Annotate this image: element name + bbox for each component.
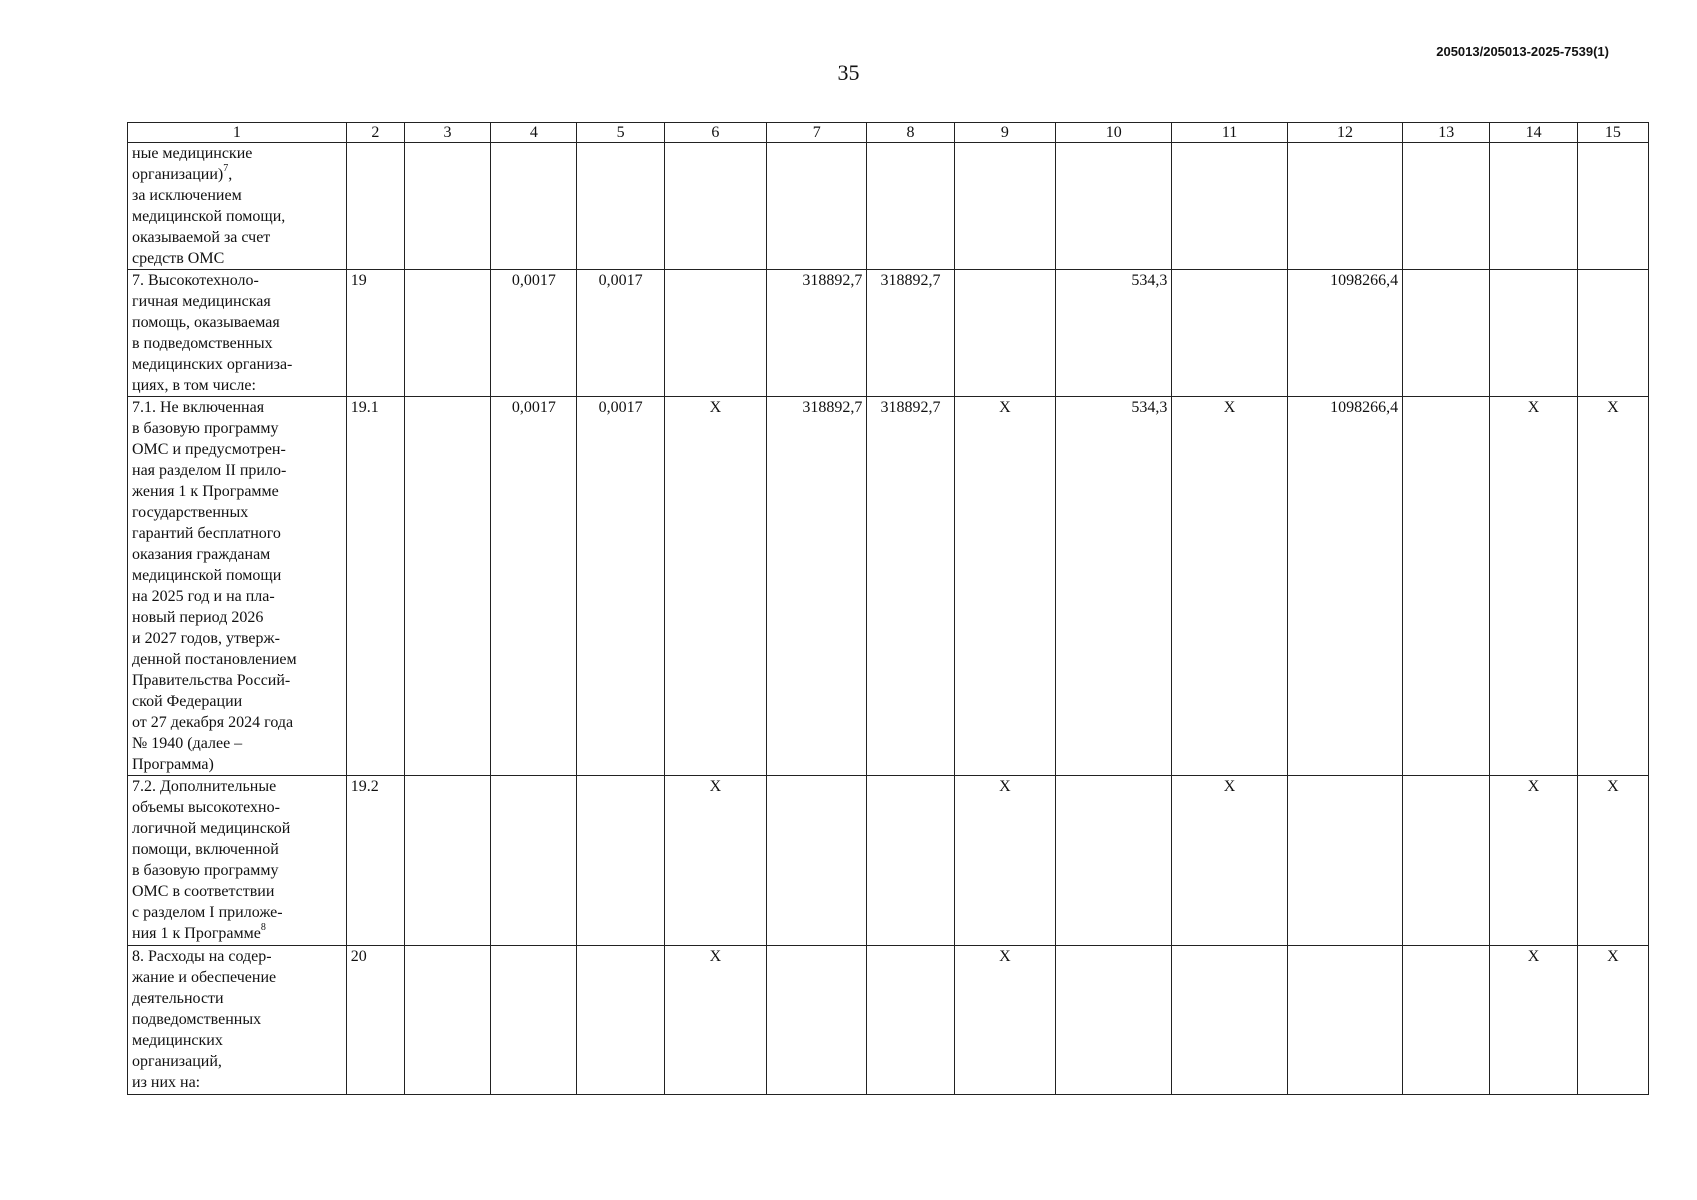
cell-col10: 534,3 — [1056, 270, 1172, 397]
column-header: 14 — [1490, 123, 1577, 143]
cell-col6: X — [664, 946, 766, 1095]
row-label — [128, 143, 347, 270]
label-line: медицинских — [132, 1032, 223, 1049]
label-line: № 1940 (далее – — [132, 735, 243, 752]
column-header: 9 — [954, 123, 1055, 143]
label-line: медицинских организа- — [132, 356, 293, 373]
row-label — [128, 776, 347, 946]
cell-col7 — [767, 776, 867, 946]
column-header: 4 — [491, 123, 577, 143]
cell-col8: 318892,7 — [867, 397, 954, 776]
cell-col15 — [1577, 143, 1648, 270]
column-header: 10 — [1056, 123, 1172, 143]
cell-col6: X — [664, 397, 766, 776]
cell-col7 — [767, 946, 867, 1095]
label-line: ской Федерации — [132, 693, 243, 710]
cell-col13 — [1403, 270, 1490, 397]
cell-col10: 534,3 — [1056, 397, 1172, 776]
label-line: в базовую программу — [132, 862, 279, 879]
label-line: за исключением — [132, 187, 242, 204]
table-row — [128, 270, 1649, 397]
cell-col8 — [867, 946, 954, 1095]
label-line: ные медицинские — [132, 145, 253, 162]
table-row — [128, 776, 1649, 946]
label-line: в подведомственных — [132, 335, 273, 352]
cell-col15 — [1577, 270, 1648, 397]
cell-col13 — [1403, 946, 1490, 1095]
label-line: средств ОМС — [132, 250, 225, 267]
label-line: ОМС и предусмотрен- — [132, 441, 286, 458]
page-number: 35 — [837, 60, 860, 85]
table-row — [128, 397, 1649, 776]
cell-col8 — [867, 143, 954, 270]
cell-col11 — [1172, 143, 1287, 270]
label-line — [132, 923, 342, 944]
cell-col9: X — [954, 397, 1055, 776]
cell-col3 — [404, 776, 490, 946]
cell-col6: X — [664, 776, 766, 946]
cell-col12 — [1287, 776, 1402, 946]
cell-col8: 318892,7 — [867, 270, 954, 397]
column-header: 7 — [767, 123, 867, 143]
label-line-part: ния 1 к Программе — [132, 925, 261, 942]
cell-col12 — [1287, 143, 1402, 270]
column-header: 15 — [1577, 123, 1648, 143]
label-line: от 27 декабря 2024 года — [132, 714, 294, 731]
label-line: медицинской помощи — [132, 567, 282, 584]
cell-col6 — [664, 270, 766, 397]
cell-col4 — [491, 143, 577, 270]
column-header: 6 — [664, 123, 766, 143]
cell-col10 — [1056, 143, 1172, 270]
column-header: 3 — [404, 123, 490, 143]
column-header: 8 — [867, 123, 954, 143]
label-line: ная разделом II прило- — [132, 462, 287, 479]
footnote-marker: 7 — [223, 163, 229, 174]
cell-col4: 0,0017 — [491, 397, 577, 776]
label-line: деятельности — [132, 990, 224, 1007]
label-line: денной постановлением — [132, 651, 297, 668]
cell-col2: 20 — [346, 946, 404, 1095]
row-label — [128, 946, 347, 1095]
label-line: 7.2. Дополнительные — [132, 778, 277, 795]
label-line: в базовую программу — [132, 420, 279, 437]
cell-col3 — [404, 946, 490, 1095]
label-line: на 2025 год и на пла- — [132, 588, 275, 605]
column-header: 11 — [1172, 123, 1287, 143]
label-line: с разделом I приложе- — [132, 904, 283, 921]
column-header: 2 — [346, 123, 404, 143]
cell-col14: X — [1490, 946, 1577, 1095]
cell-col10 — [1056, 776, 1172, 946]
label-line: Программа) — [132, 756, 214, 773]
cell-col7: 318892,7 — [767, 270, 867, 397]
label-line: циях, в том числе: — [132, 377, 256, 394]
label-line: оказания гражданам — [132, 546, 271, 563]
label-line: жения 1 к Программе — [132, 483, 279, 500]
cell-col3 — [404, 143, 490, 270]
label-line: из них на: — [132, 1074, 201, 1091]
label-line: помощи, включенной — [132, 841, 279, 858]
label-line-part: организации) — [132, 166, 224, 183]
cell-col12: 1098266,4 — [1287, 397, 1402, 776]
column-header: 12 — [1287, 123, 1402, 143]
label-line: государственных — [132, 504, 249, 521]
label-line: медицинской помощи, — [132, 208, 286, 225]
label-line: объемы высокотехно- — [132, 799, 280, 816]
table-row — [128, 143, 1649, 270]
column-header-row — [128, 123, 1649, 143]
cell-col13 — [1403, 397, 1490, 776]
cell-col9 — [954, 143, 1055, 270]
cell-col10 — [1056, 946, 1172, 1095]
cell-col7 — [767, 143, 867, 270]
cell-col2: 19.1 — [346, 397, 404, 776]
label-line: Правительства Россий- — [132, 672, 291, 689]
label-line: оказываемой за счет — [132, 229, 271, 246]
cell-col5: 0,0017 — [577, 397, 664, 776]
cell-col5 — [577, 946, 664, 1095]
data-table — [127, 122, 1649, 1095]
cell-col5 — [577, 776, 664, 946]
label-line — [132, 164, 342, 185]
cell-col2: 19 — [346, 270, 404, 397]
label-line: 7. Высокотехноло- — [132, 272, 259, 289]
label-line: 8. Расходы на содер- — [132, 948, 272, 965]
cell-col15: X — [1577, 397, 1648, 776]
cell-col11 — [1172, 946, 1287, 1095]
cell-col2: 19.2 — [346, 776, 404, 946]
label-line: гичная медицинская — [132, 293, 271, 310]
cell-col14 — [1490, 143, 1577, 270]
cell-col14 — [1490, 270, 1577, 397]
cell-col12: 1098266,4 — [1287, 270, 1402, 397]
cell-col9 — [954, 270, 1055, 397]
label-line: логичной медицинской — [132, 820, 291, 837]
label-line: и 2027 годов, утверж- — [132, 630, 280, 647]
cell-col12 — [1287, 946, 1402, 1095]
cell-col3 — [404, 270, 490, 397]
cell-col9: X — [954, 776, 1055, 946]
label-line: гарантий бесплатного — [132, 525, 281, 542]
cell-col14: X — [1490, 397, 1577, 776]
footnote-marker: 8 — [260, 922, 266, 933]
table-row — [128, 946, 1649, 1095]
cell-col11: X — [1172, 776, 1287, 946]
column-header: 5 — [577, 123, 664, 143]
cell-col5: 0,0017 — [577, 270, 664, 397]
document-id: 205013/205013-2025-7539(1) — [1436, 44, 1609, 59]
cell-col3 — [404, 397, 490, 776]
label-line: помощь, оказываемая — [132, 314, 280, 331]
column-header: 13 — [1403, 123, 1490, 143]
cell-col11 — [1172, 270, 1287, 397]
cell-col4: 0,0017 — [491, 270, 577, 397]
cell-col2 — [346, 143, 404, 270]
row-label — [128, 270, 347, 397]
label-line-part: , — [228, 166, 233, 183]
label-line: подведомственных — [132, 1011, 262, 1028]
cell-col14: X — [1490, 776, 1577, 946]
cell-col6 — [664, 143, 766, 270]
cell-col13 — [1403, 776, 1490, 946]
cell-col15: X — [1577, 776, 1648, 946]
cell-col5 — [577, 143, 664, 270]
cell-col11: X — [1172, 397, 1287, 776]
label-line: ОМС в соответствии — [132, 883, 275, 900]
cell-col15: X — [1577, 946, 1648, 1095]
label-line: организаций, — [132, 1053, 222, 1070]
label-line: жание и обеспечение — [132, 969, 277, 986]
cell-col9: X — [954, 946, 1055, 1095]
cell-col4 — [491, 776, 577, 946]
cell-col4 — [491, 946, 577, 1095]
column-header: 1 — [128, 123, 347, 143]
cell-col7: 318892,7 — [767, 397, 867, 776]
cell-col8 — [867, 776, 954, 946]
label-line: новый период 2026 — [132, 609, 264, 626]
cell-col13 — [1403, 143, 1490, 270]
label-line: 7.1. Не включенная — [132, 399, 265, 416]
row-label — [128, 397, 347, 776]
